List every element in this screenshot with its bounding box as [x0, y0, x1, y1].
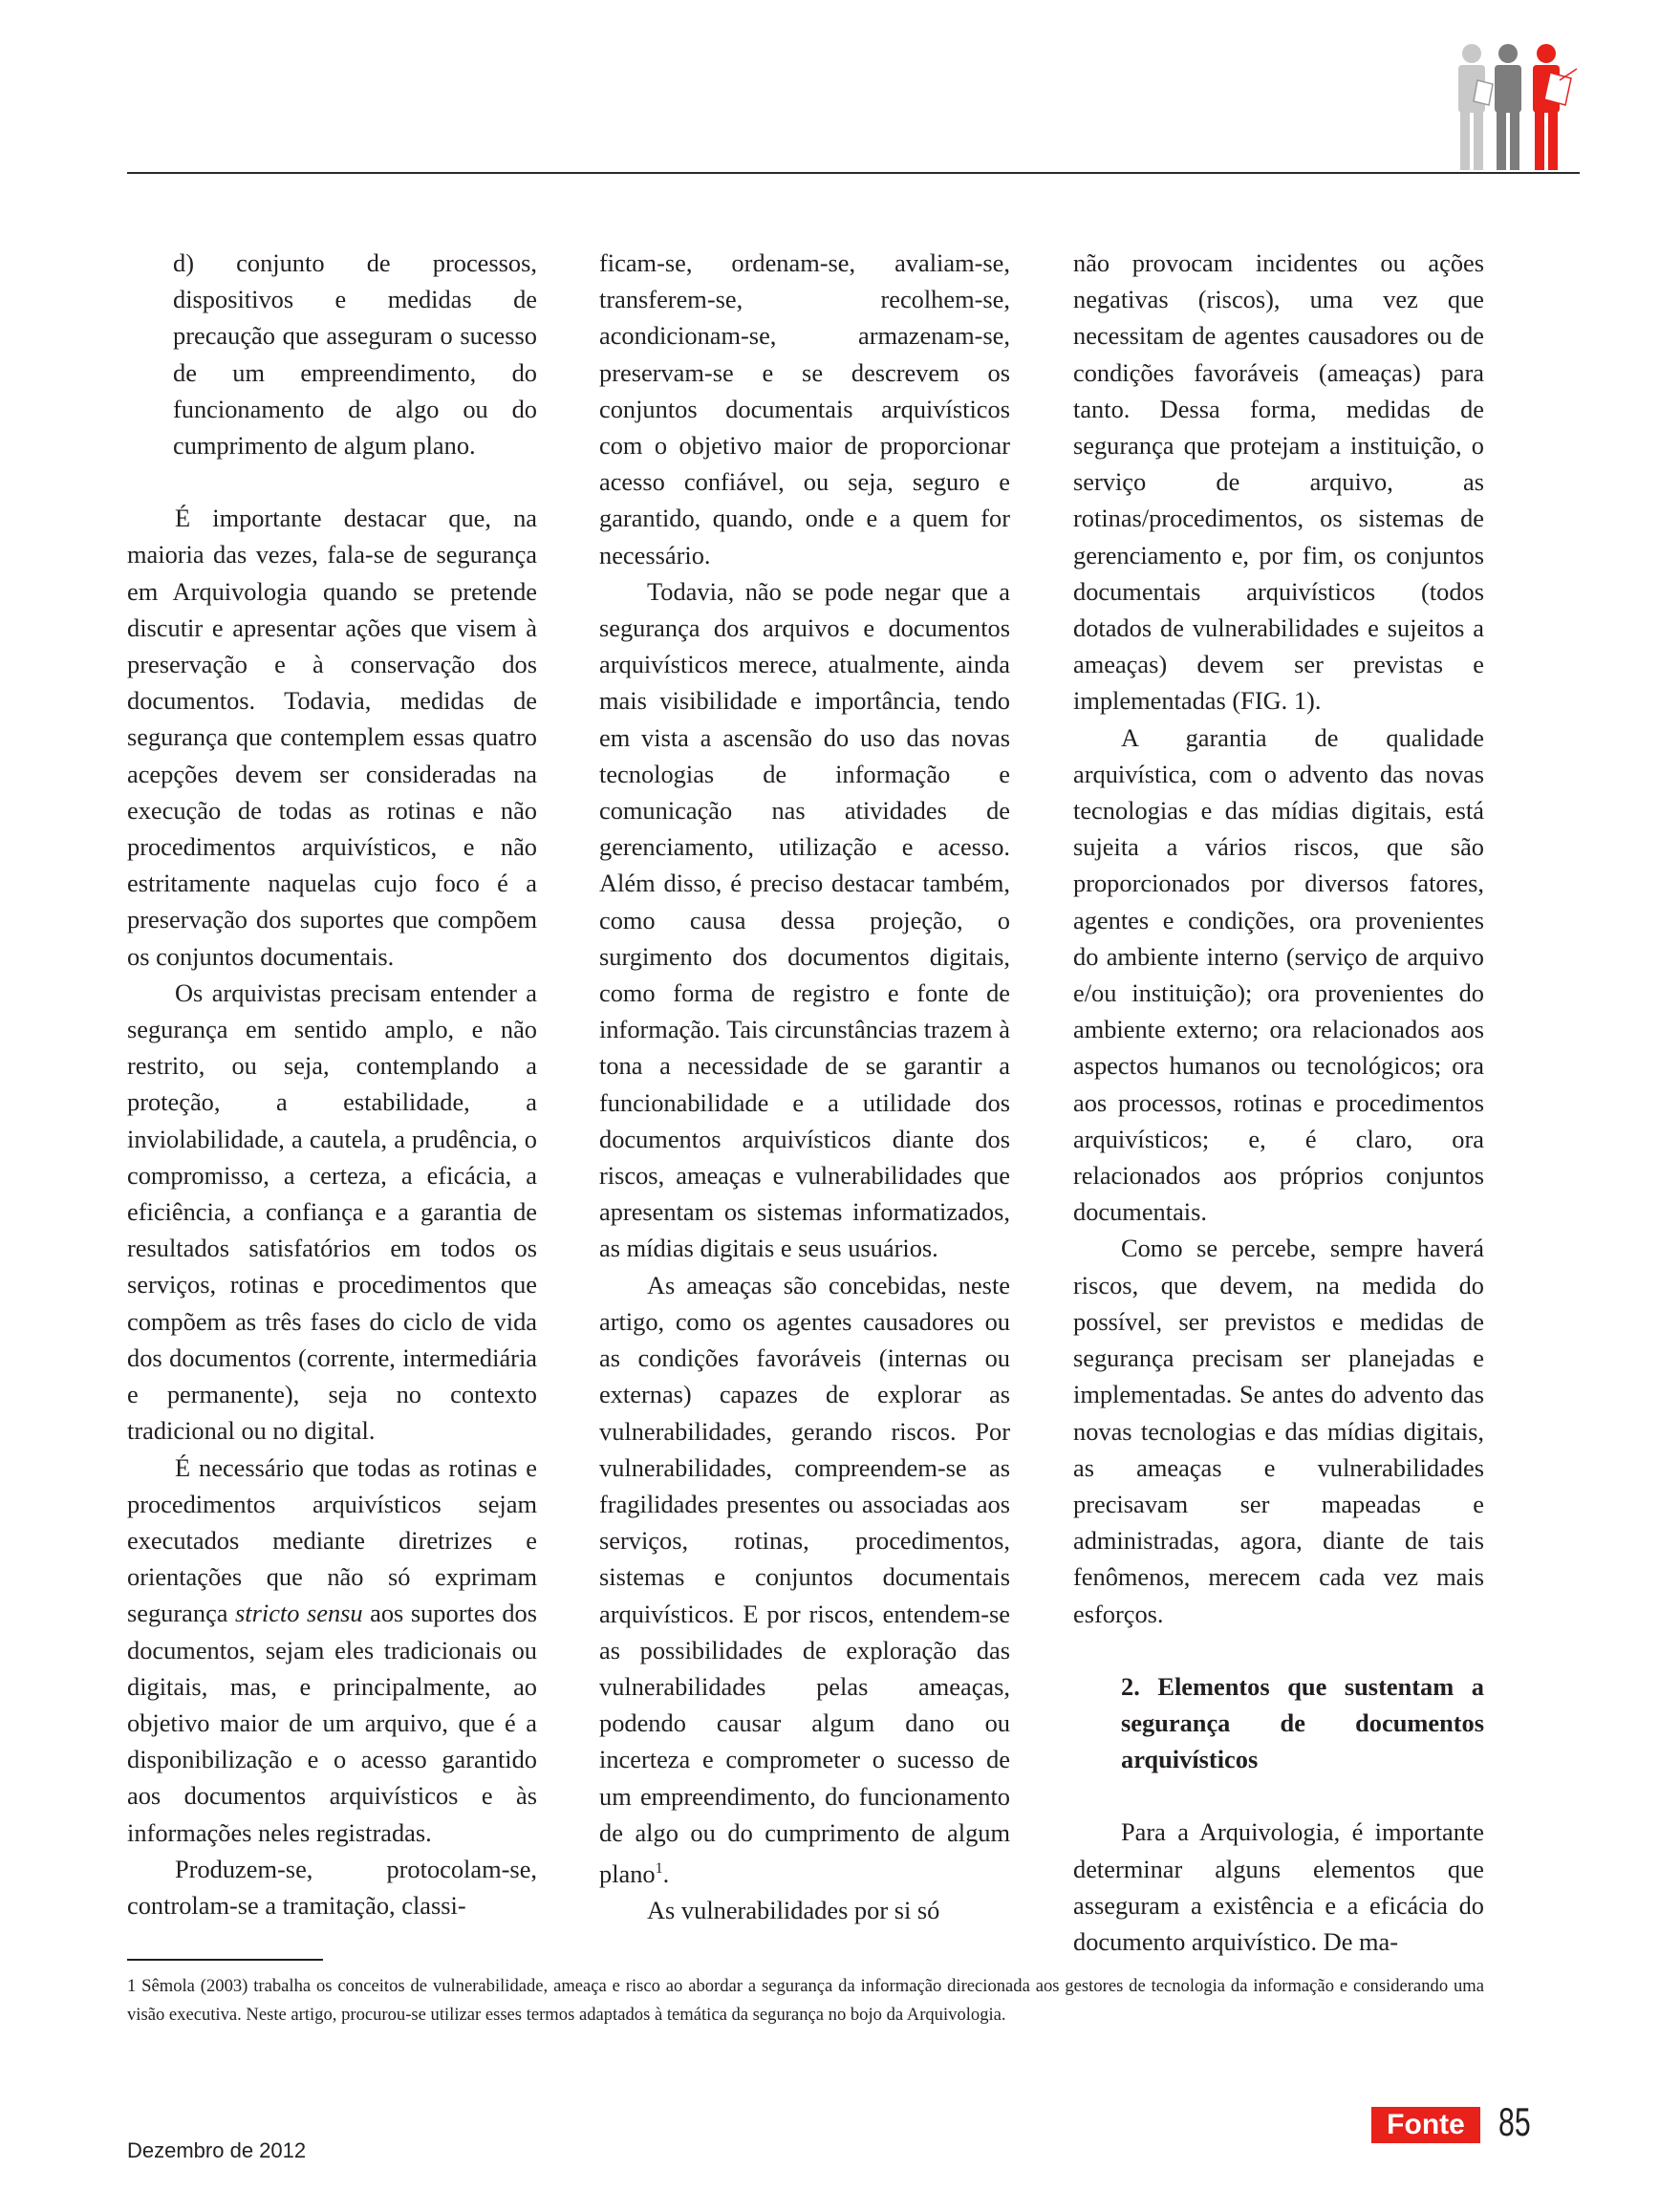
text-column-1 — [127, 245, 537, 1923]
header-rule — [127, 172, 1580, 174]
paragraph: não provocam incidentes ou ações negativas (riscos), uma vez que necessitam de agentes causadores ou de condições favoráveis (ameaças) para tanto. Dessa forma, medidas de segurança que protejam a instituição, o serviço de arquivo, as rotinas/procedimentos, os sistemas de gerenciamento e, por fim, os conjuntos documentais arquivísticos (todos dotados de vulnerabilidades e sujeitos a ameaças) devem ser previstas e implementadas (FIG. 1). — [1073, 248, 1484, 716]
paragraph: Como se percebe, sempre haverá riscos, que devem, na medida do possível, ser previstos e medidas de segurança precisam ser planejadas e implementadas. Se antes do advento das novas tecnologias e das mídias digitais, as ameaças e vulnerabilidades precisavam ser mapeadas e administradas, agora, diante de tais fenômenos, merecem cada vez mais esforços. — [1073, 1234, 1484, 1628]
text-run: As ameaças são concebidas, neste artigo, como os agentes causadores ou as condições favoráveis (internas ou externas) capazes de explorar as vulnerabilidades, gerando riscos. Por vulnerabilidades, compreendem-se as fragilidades presentes ou associadas aos serviços, rotinas, procedimentos, sistemas e conjuntos documentais arquivísticos. E por riscos, entendem-se as possibilidades de exploração das vulnerabilidades pelas ameaças, podendo causar algum dano ou incerteza e comprometer o sucesso de um empreendimento, do funcionamento de algo ou do cumprimento de algum plano — [599, 1270, 1010, 1888]
paragraph: As vulnerabilidades por si só — [647, 1895, 940, 1924]
light-gray-figure — [1458, 44, 1485, 170]
paragraph — [127, 1450, 537, 1851]
paragraph: Todavia, não se pode negar que a segurança dos arquivos e documentos arquivísticos merece, atualmente, ainda mais visibilidade e importância, tendo em vista a ascensão do uso das novas tecnologias de informação e comunicação nas atividades de gerenciamento, utilização e acesso. Além disso, é preciso destacar também, como causa dessa projeção, o surgimento dos documentos digitais, como forma de registro e fonte de informação. Tais circunstâncias trazem à tona a necessidade de se garantir a funcionabilidade e a utilidade dos documentos arquivísticos diante dos riscos, ameaças e vulnerabilidades que apresentam os sistemas informatizados, as mídias digitais e seus usuários. — [599, 576, 1010, 1263]
text-column-3 — [1073, 245, 1484, 1960]
page-number: 85 — [1498, 2099, 1531, 2144]
paragraph: Para a Arquivologia, é importante determinar alguns elementos que asseguram a existência e a eficácia do documento arquivístico. De ma- — [1073, 1817, 1484, 1956]
section-heading: 2. Elementos que sustentam a segurança de documentos arquivísticos — [1121, 1671, 1484, 1774]
paragraph: Os arquivistas precisam entender a segurança em sentido amplo, e não restrito, ou seja, contemplando a proteção, a estabilidade, a inviolabilidade, a cautela, a prudência, o compromisso, a certeza, a eficácia, a eficiência, a confiança e a garantia de resultados satisfatórios em todos os serviços, rotinas e procedimentos que compõem as três fases do ciclo de vida dos documentos (corrente, intermediária e permanente), seja no contexto tradicional ou no digital. — [127, 977, 537, 1446]
text-run: aos suportes dos documentos, sejam eles tradicionais ou digitais, mas, e principalmente, ao objetivo maior de um arquivo, que é a disponibilização e o acesso garantido aos documentos arquivísticos e às informações neles registradas. — [127, 1599, 537, 1847]
footnote-rule — [127, 1959, 323, 1961]
paragraph: Produzem-se, protocolam-se, controlam-se a tramitação, classi- — [127, 1854, 537, 1920]
paragraph: ficam-se, ordenam-se, avaliam-se, transferem-se, recolhem-se, acondicionam-se, armazenam-se, preservam-se e se descrevem os conjuntos documentais arquivísticos com o objetivo maior de proporcionar acesso confiável, ou seja, seguro e garantido, quando, onde e a quem for necessário. — [599, 248, 1010, 569]
issue-date: Dezembro de 2012 — [127, 2138, 307, 2162]
dark-gray-figure — [1495, 44, 1521, 170]
red-figure — [1533, 44, 1560, 170]
footnote-marker: 1 — [655, 1859, 663, 1877]
footnote: 1 Sêmola (2003) trabalha os conceitos de vulnerabilidade, ameaça e risco ao abordar a segurança da informação direcionada aos gestores de tecnologia da informação e considerando uma visão executiva. Neste artigo, procurou-se utilizar esses termos adaptados à temática da segurança no bojo da Arquivologia. — [127, 1976, 1484, 2025]
paragraph: A garantia de qualidade arquivística, com o advento das novas tecnologias e das mídias digitais, está sujeita a vários riscos, que são proporcionados por diversos fatores, agentes e condições, ora provenientes do ambiente interno (serviço de arquivo e/ou instituição); ora provenientes do ambiente externo; ora relacionados aos aspectos humanos ou tecnológicos; ora aos processos, rotinas e procedimentos arquivísticos; e, é claro, ora relacionados aos próprios conjuntos documentais. — [1073, 722, 1484, 1227]
document-line-icon — [1474, 80, 1493, 105]
list-item-d: d) conjunto de processos, dispositivos e medidas de precaução que asseguram o sucesso de um empreendimento, do funcionamento de algo ou do cumprimento de algum plano. — [173, 248, 537, 461]
document-line-icon — [1544, 73, 1571, 105]
paragraph — [599, 1267, 1010, 1892]
text-run: É necessário que todas as rotinas e procedimentos arquivísticos sejam executados mediante diretrizes e orientações que não só exprimam segurança — [127, 1452, 537, 1628]
magazine-brand-logo: Fonte — [1371, 2107, 1480, 2143]
three-people-figures-icon — [1451, 42, 1583, 172]
italic-term: stricto sensu — [235, 1599, 363, 1628]
paragraph: É importante destacar que, na maioria das vezes, fala-se de segurança em Arquivologia quando se pretende discutir e apresentar ações que visem à preservação e à conservação dos documentos. Todavia, medidas de segurança que contemplem essas quatro acepções devem ser consideradas na execução de todas as rotinas e não procedimentos arquivísticos, e não estritamente naquelas cujo foco é a preservação dos suportes que compõem os conjuntos documentais. — [127, 504, 537, 971]
text-column-2 — [599, 245, 1010, 1928]
text-run: . — [662, 1858, 670, 1888]
